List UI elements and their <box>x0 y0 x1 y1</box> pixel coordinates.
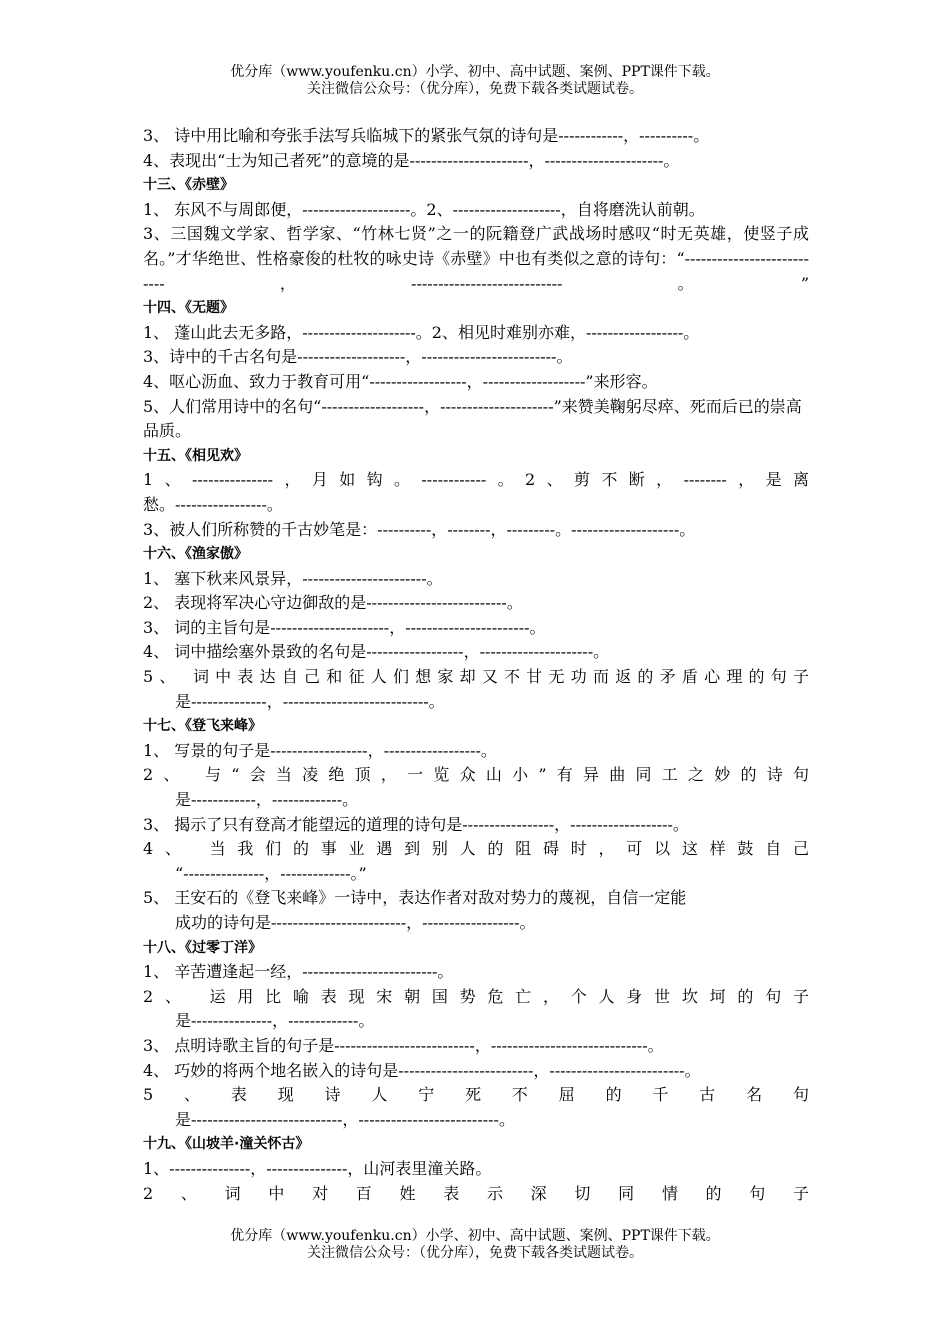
question-line: 是------------，-------------。 <box>175 790 359 810</box>
question-line: 是----------------------------，--------------------------。 <box>175 1109 515 1129</box>
question-line: 1、---------------，---------------，山河表里潼关路。 <box>143 1158 492 1178</box>
question-line: 1、 辛苦遭逢起一经，-------------------------。 <box>143 962 454 982</box>
header-line-2: 关注微信公众号：（优分库），免费下载各类试题试卷。 <box>307 81 643 97</box>
question-line: 成功的诗句是-------------------------，------------------。 <box>175 913 536 932</box>
question-line: 3、 点明诗歌主旨的句子是--------------------------，-----------------------------。 <box>143 1035 664 1055</box>
question-line: 5、 词中表达自己和征人们想家却又不甘无功而返的矛盾心理的句子 <box>143 667 809 687</box>
question-line: 5、 王安石的《登飞来峰》一诗中，表达作者对敌对势力的蔑视，自信一定能 <box>143 888 687 908</box>
footer-line-2: 关注微信公众号：（优分库），免费下载各类试题试卷。 <box>307 1245 643 1261</box>
question-line: 4、 巧妙的将两个地名嵌入的诗句是-------------------------，-------------------------。 <box>143 1060 701 1080</box>
question-line: 2、词中对百姓表示深切同情的句子 <box>143 1183 809 1203</box>
question-line: “---------------，-------------。” <box>175 863 367 883</box>
question-line: 4、呕心沥血、致力于教育可用“------------------，-------------------”来形容。 <box>143 371 658 391</box>
section-heading: 十四、《无题》 <box>143 300 234 317</box>
footer-line-1: 优分库（www.youfenku.cn）小学、初中、高中试题、案例、PPT课件下载。 <box>230 1228 720 1244</box>
question-line: 1、 蓬山此去无多路，---------------------。2、相见时难别亦难，------------------。 <box>143 322 700 342</box>
question-line: 3、 词的主旨句是----------------------，-----------------------。 <box>143 617 546 637</box>
section-heading: 十六、《渔家傲》 <box>143 546 248 563</box>
page-header <box>0 64 950 98</box>
question-line: 1、 写景的句子是------------------，------------------。 <box>143 740 497 760</box>
question-line: 愁。-----------------。 <box>143 494 283 514</box>
question-line: 1、 塞下秋来风景异，-----------------------。 <box>143 568 443 588</box>
page-footer <box>0 1228 950 1262</box>
question-line: 2、 与“会当凌绝顶，一览众山小”有异曲同工之妙的诗句 <box>143 765 809 785</box>
question-line: 1、---------------，月如钩。------------。2、剪不断，--------，是离 <box>143 470 809 490</box>
question-line: 1、 东风不与周郎便，--------------------。2、--------------------，自将磨洗认前朝。 <box>143 199 705 219</box>
document-body <box>143 124 809 1206</box>
question-line: 4、 当我们的事业遇到别人的阻碍时，可以这样鼓自己 <box>143 839 809 859</box>
section-heading: 十七、《登飞来峰》 <box>143 718 262 735</box>
section-heading: 十三、《赤壁》 <box>143 177 234 194</box>
question-line: 2、 运用比喻表现宋朝国势危亡，个人身世坎坷的句子 <box>143 986 809 1006</box>
question-line: 3、诗中的千古名句是--------------------，-------------------------。 <box>143 347 573 367</box>
question-line: 是---------------，-------------。 <box>175 1011 375 1031</box>
section-heading: 十五、《相见欢》 <box>143 447 248 464</box>
section-heading: 十八、《过零丁洋》 <box>143 939 262 956</box>
question-line: 2、 表现将军决心守边御敌的是--------------------------。 <box>143 593 523 613</box>
question-line: 是--------------，---------------------------。 <box>175 691 445 711</box>
question-line: 3、 揭示了只有登高才能望远的道理的诗句是-----------------，-------------------。 <box>143 814 689 834</box>
question-line: 4、表现出“士为知己者死”的意境的是----------------------，----------------------。 <box>143 150 680 170</box>
question-line: 3、 诗中用比喻和夸张手法写兵临城下的紧张气氛的诗句是------------，----------。 <box>143 126 710 145</box>
header-line-1: 优分库（www.youfenku.cn）小学、初中、高中试题、案例、PPT课件下载。 <box>230 64 720 80</box>
section-heading: 十九、《山坡羊·潼关怀古》 <box>143 1136 310 1153</box>
question-line: 3、被人们所称赞的千古妙笔是：----------，--------，---------。--------------------。 <box>143 519 696 539</box>
question-line: 5、表现诗人宁死不屈的千古名句 <box>143 1085 809 1105</box>
question-paragraph: 3、三国魏文学家、哲学家、“竹林七贤”之一的阮籍登广武战场时感叹“时无英雄，使竖子成名。”才华绝世、性格豪俊的杜牧的咏史诗《赤壁》中也有类似之意的诗句：“---------------------------，----------------------------。” <box>143 224 809 293</box>
question-line: 4、 词中描绘塞外景致的名句是------------------，---------------------。 <box>143 642 610 662</box>
question-paragraph: 5、人们常用诗中的名句“-------------------，---------------------”来赞美鞠躬尽瘁、死而后已的崇高品质。 <box>143 396 802 441</box>
